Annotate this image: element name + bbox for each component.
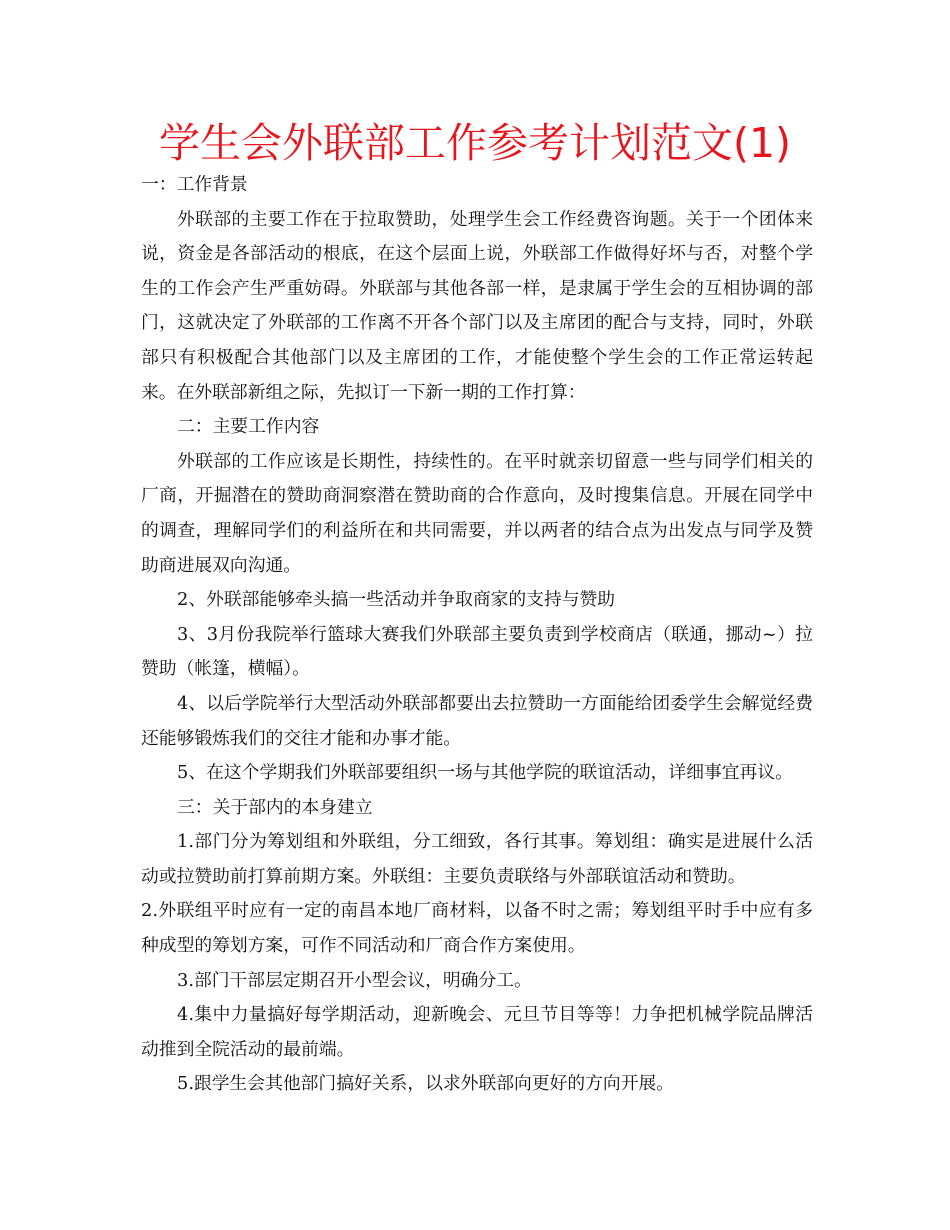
section-heading-background: 一：工作背景 bbox=[141, 174, 248, 195]
section-heading-internal-building: 三：关于部内的本身建立 bbox=[177, 796, 373, 818]
list-item-4: 4、以后学院举行大型活动外联部都要出去拉赞助一方面能给团委学生会解觉经费还能够锻炼我们的交往才能和办事才能。 bbox=[141, 692, 813, 749]
list-item-5: 5、在这个学期我们外联部要组织一场与其他学院的联谊活动，详细事宜再议。 bbox=[177, 762, 793, 784]
numbered-item-2: 2.外联组平时应有一定的南昌本地厂商材料，以备不时之需；筹划组平时手中应有多种成型的筹划方案，可作不同活动和厂商合作方案使用。 bbox=[141, 900, 813, 957]
numbered-item-3: 3.部门干部层定期召开小型会议，明确分工。 bbox=[177, 969, 532, 991]
numbered-item-4: 4.集中力量搞好每学期活动，迎新晚会、元旦节目等等！力争把机械学院品牌活动推到全院活动的最前端。 bbox=[141, 1004, 813, 1060]
numbered-item-1: 1.部门分为筹划组和外联组，分工细致，各行其事。筹划组：确实是进展什么活动或拉赞助前打算前期方案。外联组：主要负责联络与外部联谊活动和赞助。 bbox=[141, 831, 813, 887]
section-heading-main-content: 二：主要工作内容 bbox=[177, 416, 320, 438]
document-title: 学生会外联部工作参考计划范文(1) bbox=[158, 119, 792, 167]
document-body bbox=[141, 168, 813, 1102]
list-item-3: 3、3月份我院举行篮球大赛我们外联部主要负责到学校商店（联通，挪动~）拉赞助（帐篷，横幅）。 bbox=[141, 623, 813, 680]
list-item-2: 2、外联部能够牵头搞一些活动并争取商家的支持与赞助 bbox=[177, 589, 616, 611]
paragraph-main-content: 外联部的工作应该是长期性，持续性的。在平时就亲切留意一些与同学们相关的厂商，开掘潜在的赞助商洞察潜在赞助商的合作意向，及时搜集信息。开展在同学中的调查，理解同学们的利益所在和共同需要，并以两者的结合点为出发点与同学及赞助商进展双向沟通。 bbox=[141, 450, 813, 576]
numbered-item-5: 5.跟学生会其他部门搞好关系，以求外联部向更好的方向开展。 bbox=[177, 1073, 675, 1095]
paragraph-background: 外联部的主要工作在于拉取赞助，处理学生会工作经费咨询题。关于一个团体来说，资金是各部活动的根底，在这个层面上说，外联部工作做得好坏与否，对整个学生的工作会产生严重妨碍。外联部与其他各部一样，是隶属于学生会的互相协调的部门，这就决定了外联部的工作离不开各个部门以及主席团的配合与支持，同时，外联部只有积极配合其他部门以及主席团的工作，才能使整个学生会的工作正常运转起来。在外联部新组之际，先拟订一下新一期的工作打算： bbox=[141, 208, 813, 403]
